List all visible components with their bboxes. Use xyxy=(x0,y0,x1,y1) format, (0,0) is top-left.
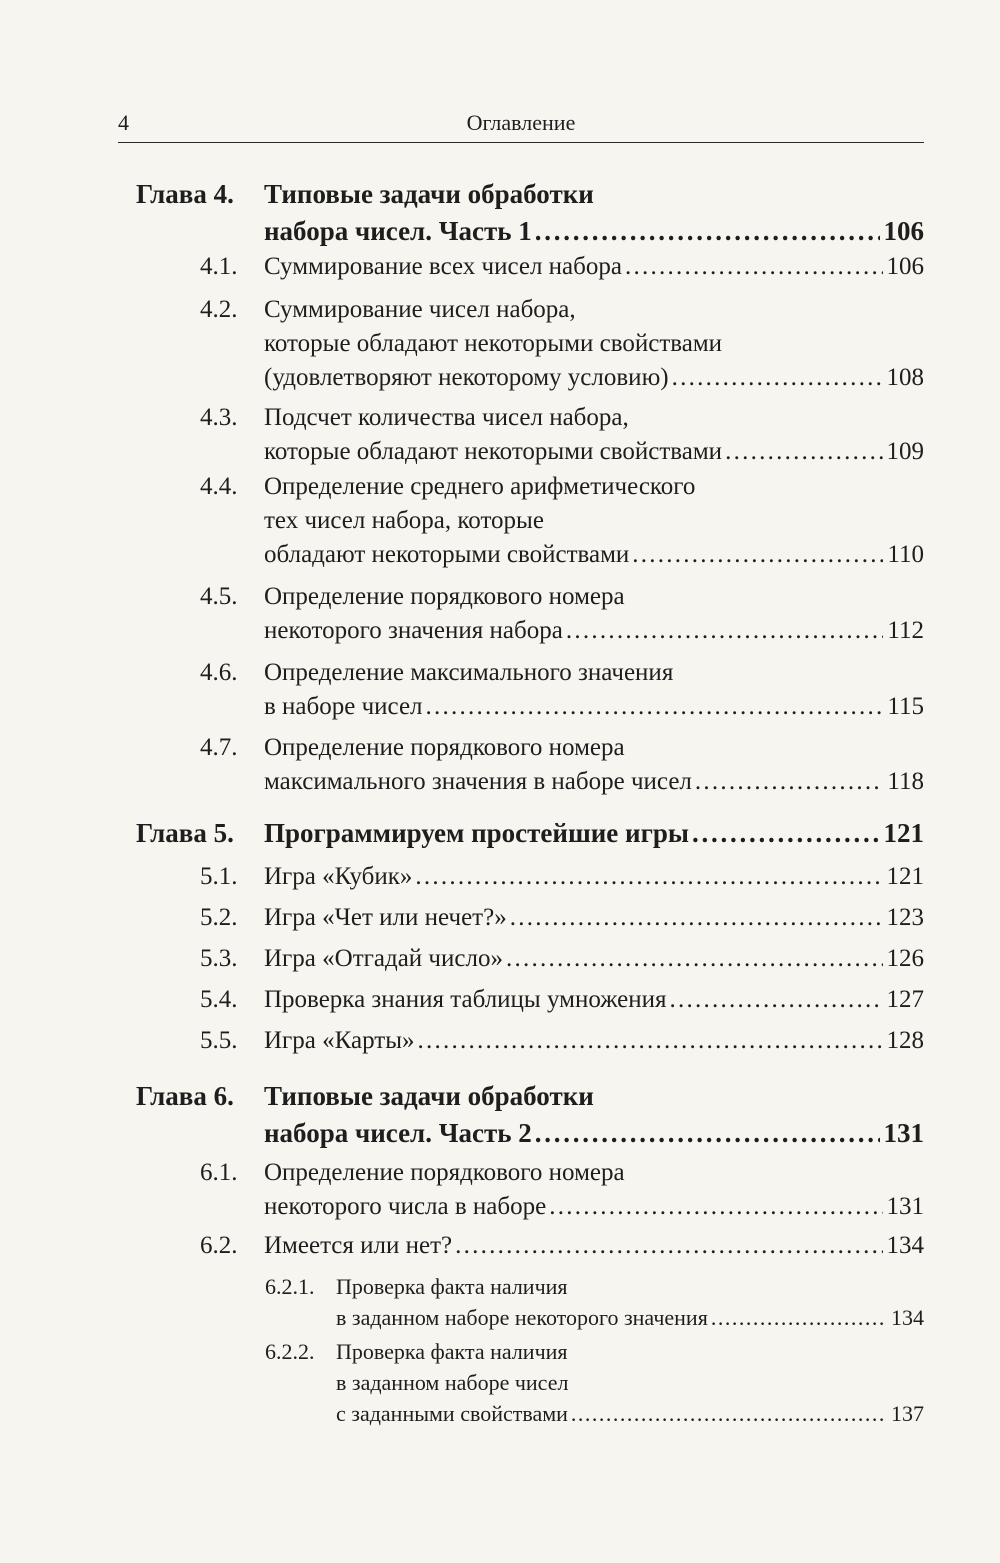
toc-entry-page: 121 xyxy=(886,863,924,890)
dot-leader xyxy=(725,435,882,469)
toc-entry-section xyxy=(200,731,924,799)
toc-entry-last-line xyxy=(264,983,924,1017)
dot-leader xyxy=(571,1398,887,1429)
toc-entry-number: 4.5. xyxy=(200,583,238,610)
toc-entry-number: 6.2.1. xyxy=(265,1274,315,1299)
toc-entry-body xyxy=(336,1271,924,1333)
toc-entry-last-line xyxy=(264,538,924,572)
toc-entry-title-line: (удовлетворяют некоторому условию) xyxy=(264,364,669,391)
toc-entry-number: 5.1. xyxy=(200,863,238,890)
toc-entry-section xyxy=(200,860,924,894)
running-head xyxy=(118,108,924,143)
toc-entry-last-line xyxy=(264,213,924,250)
toc-entry-number: 5.5. xyxy=(200,1027,238,1054)
toc-entry-title-line: некоторого значения набора xyxy=(264,617,563,644)
toc-entry-section xyxy=(200,983,924,1017)
dot-leader xyxy=(506,942,883,976)
toc-entry-last-line xyxy=(264,435,924,469)
toc-entry-title-line: в заданном наборе некоторого значения xyxy=(336,1305,708,1330)
toc-entry-subsection xyxy=(265,1336,924,1429)
toc-entry-title-line: набора чисел. Часть 2 xyxy=(264,1118,532,1148)
dot-leader xyxy=(415,860,882,894)
toc-entry-page: 123 xyxy=(886,904,924,931)
toc-entry-title-line: обладают некоторыми свойствами xyxy=(264,541,630,568)
toc-entry-last-line xyxy=(264,1115,924,1152)
toc-entry-title-line: в наборе чисел xyxy=(264,693,423,720)
toc-entry-chapter xyxy=(136,176,924,250)
toc-entry-title-line: некоторого числа в наборе xyxy=(264,1193,547,1220)
toc-entry-section xyxy=(200,1156,924,1224)
toc-entry-body xyxy=(264,1156,924,1224)
toc-entry-title-line: Игра «Кубик» xyxy=(264,863,413,890)
toc-entry-last-line xyxy=(264,614,924,648)
dot-leader xyxy=(632,538,883,572)
toc-entry-body xyxy=(264,580,924,648)
toc-entry-body xyxy=(264,1229,924,1263)
toc-entry-number: Глава 4. xyxy=(136,179,234,209)
toc-entry-body xyxy=(264,731,924,799)
toc-entry-page: 106 xyxy=(886,253,924,280)
toc-entry-title-line: Типовые задачи обработки xyxy=(264,1081,594,1111)
toc-entry-chapter xyxy=(136,1078,924,1152)
toc-entry-title-line: Проверка факта наличия xyxy=(336,1339,568,1364)
toc-entry-body xyxy=(264,470,924,572)
toc-entry-number: 4.3. xyxy=(200,404,238,431)
toc-entry-body xyxy=(264,293,924,395)
toc-entry-title-line: которые обладают некоторыми свойствами xyxy=(264,330,723,357)
toc-entry-title-line: Определение максимального значения xyxy=(264,659,674,686)
toc-entry-section xyxy=(200,401,924,469)
dot-leader xyxy=(566,614,884,648)
dot-leader xyxy=(625,250,883,284)
toc-entry-title-line: Определение порядкового номера xyxy=(264,583,625,610)
toc-entry-page: 118 xyxy=(887,768,924,795)
toc-entry-title-line: набора чисел. Часть 1 xyxy=(264,216,532,246)
toc-entry-section xyxy=(200,470,924,572)
toc-entry-last-line xyxy=(264,901,924,935)
dot-leader xyxy=(455,1229,882,1263)
toc-entry-body xyxy=(264,815,924,852)
dot-leader xyxy=(418,1024,883,1058)
toc-entry-title-line: Определение порядкового номера xyxy=(264,734,625,761)
toc-entry-body xyxy=(264,176,924,250)
toc-entry-body xyxy=(264,656,924,724)
toc-entry-page: 121 xyxy=(883,818,924,848)
toc-entry-number: 5.2. xyxy=(200,904,238,931)
toc-entry-title-line: Проверка факта наличия xyxy=(336,1274,568,1299)
toc-entry-title-line: в заданном наборе чисел xyxy=(336,1370,569,1395)
toc-entry-title-line: Суммирование всех чисел набора xyxy=(264,253,622,280)
toc-entry-last-line xyxy=(264,815,924,852)
toc-entry-page: 112 xyxy=(887,617,924,644)
toc-entry-page: 109 xyxy=(886,438,924,465)
toc-entry-page: 128 xyxy=(886,1027,924,1054)
toc-entry-page: 137 xyxy=(891,1401,924,1426)
dot-leader xyxy=(711,1302,887,1333)
toc-entry-section xyxy=(200,656,924,724)
toc-entry-title-line: Суммирование чисел набора, xyxy=(264,296,576,323)
toc-entry-section xyxy=(200,1024,924,1058)
toc-entry-page: 106 xyxy=(883,216,924,246)
toc-entry-body xyxy=(264,901,924,935)
dot-leader xyxy=(535,213,880,250)
toc-entry-page: 115 xyxy=(887,693,924,720)
dot-leader xyxy=(549,1190,882,1224)
toc-entry-title-line: которые обладают некоторыми свойствами xyxy=(264,438,723,465)
toc-entry-section xyxy=(200,250,924,284)
toc-entry-number: 5.4. xyxy=(200,986,238,1013)
toc-entry-number: Глава 6. xyxy=(136,1081,234,1111)
toc-entry-number: 4.4. xyxy=(200,473,238,500)
toc-entry-body xyxy=(264,1078,924,1152)
dot-leader xyxy=(670,983,883,1017)
toc-entry-last-line xyxy=(264,765,924,799)
toc-entry-title-line: Подсчет количества чисел набора, xyxy=(264,404,629,431)
dot-leader xyxy=(672,361,883,395)
toc-entry-number: 4.7. xyxy=(200,734,238,761)
toc-entry-section xyxy=(200,580,924,648)
toc-entry-chapter xyxy=(136,815,924,852)
toc-entry-section xyxy=(200,901,924,935)
toc-entry-title-line: Определение среднего арифметического xyxy=(264,473,696,500)
toc-entry-number: 4.1. xyxy=(200,253,238,280)
toc-entry-page: 108 xyxy=(886,364,924,391)
toc-entry-body xyxy=(264,401,924,469)
toc-entry-last-line xyxy=(336,1302,924,1333)
toc-entry-body xyxy=(264,860,924,894)
toc-entry-last-line xyxy=(264,250,924,284)
toc-entry-number: 6.1. xyxy=(200,1159,238,1186)
toc-entry-title-line: Игра «Отгадай число» xyxy=(264,945,503,972)
toc-entry-number: 4.2. xyxy=(200,296,238,323)
toc-entry-title-line: максимального значения в наборе чисел xyxy=(264,768,692,795)
toc-entry-page: 131 xyxy=(886,1193,924,1220)
dot-leader xyxy=(535,1115,880,1152)
toc-entry-last-line xyxy=(336,1398,924,1429)
page-title: Оглавление xyxy=(466,110,576,135)
toc-entry-page: 110 xyxy=(887,541,924,568)
toc-entry-section xyxy=(200,942,924,976)
toc-entry-title-line: с заданными свойствами xyxy=(336,1401,568,1426)
dot-leader xyxy=(692,815,880,852)
toc-entry-title-line: Проверка знания таблицы умножения xyxy=(264,986,667,1013)
toc-entry-body xyxy=(336,1336,924,1429)
toc-entry-last-line xyxy=(264,361,924,395)
toc-entry-title-line: Программируем простейшие игры xyxy=(264,818,689,848)
toc-entry-page: 131 xyxy=(883,1118,924,1148)
toc-entry-title-line: Игра «Карты» xyxy=(264,1027,415,1054)
toc-entry-number: 6.2.2. xyxy=(265,1339,315,1364)
toc-entry-body xyxy=(264,983,924,1017)
toc-entry-title-line: тех чисел набора, которые xyxy=(264,507,544,534)
toc-entry-last-line xyxy=(264,860,924,894)
toc-entry-number: 4.6. xyxy=(200,659,238,686)
toc-entry-body xyxy=(264,1024,924,1058)
toc-entry-page: 126 xyxy=(886,945,924,972)
dot-leader xyxy=(695,765,884,799)
toc-entry-number: 6.2. xyxy=(200,1232,238,1259)
toc-entry-title-line: Игра «Чет или нечет?» xyxy=(264,904,507,931)
toc-entry-number: Глава 5. xyxy=(136,818,234,848)
toc-entry-section xyxy=(200,1229,924,1263)
toc-entry-subsection xyxy=(265,1271,924,1333)
toc-entry-body xyxy=(264,250,924,284)
toc-entry-title-line: Имеется или нет? xyxy=(264,1232,453,1259)
page-number: 4 xyxy=(118,110,129,135)
toc-entry-page: 127 xyxy=(886,986,924,1013)
toc-entry-title-line: Типовые задачи обработки xyxy=(264,179,594,209)
toc-entry-last-line xyxy=(264,1229,924,1263)
dot-leader xyxy=(510,901,883,935)
toc-entry-last-line xyxy=(264,1024,924,1058)
toc-entry-section xyxy=(200,293,924,395)
dot-leader xyxy=(426,690,884,724)
toc-entry-last-line xyxy=(264,690,924,724)
toc-entry-last-line xyxy=(264,942,924,976)
toc-entry-page: 134 xyxy=(886,1232,924,1259)
toc-entry-page: 134 xyxy=(891,1305,924,1330)
toc-entry-last-line xyxy=(264,1190,924,1224)
toc-entry-body xyxy=(264,942,924,976)
toc-entry-number: 5.3. xyxy=(200,945,238,972)
toc-entry-title-line: Определение порядкового номера xyxy=(264,1159,625,1186)
